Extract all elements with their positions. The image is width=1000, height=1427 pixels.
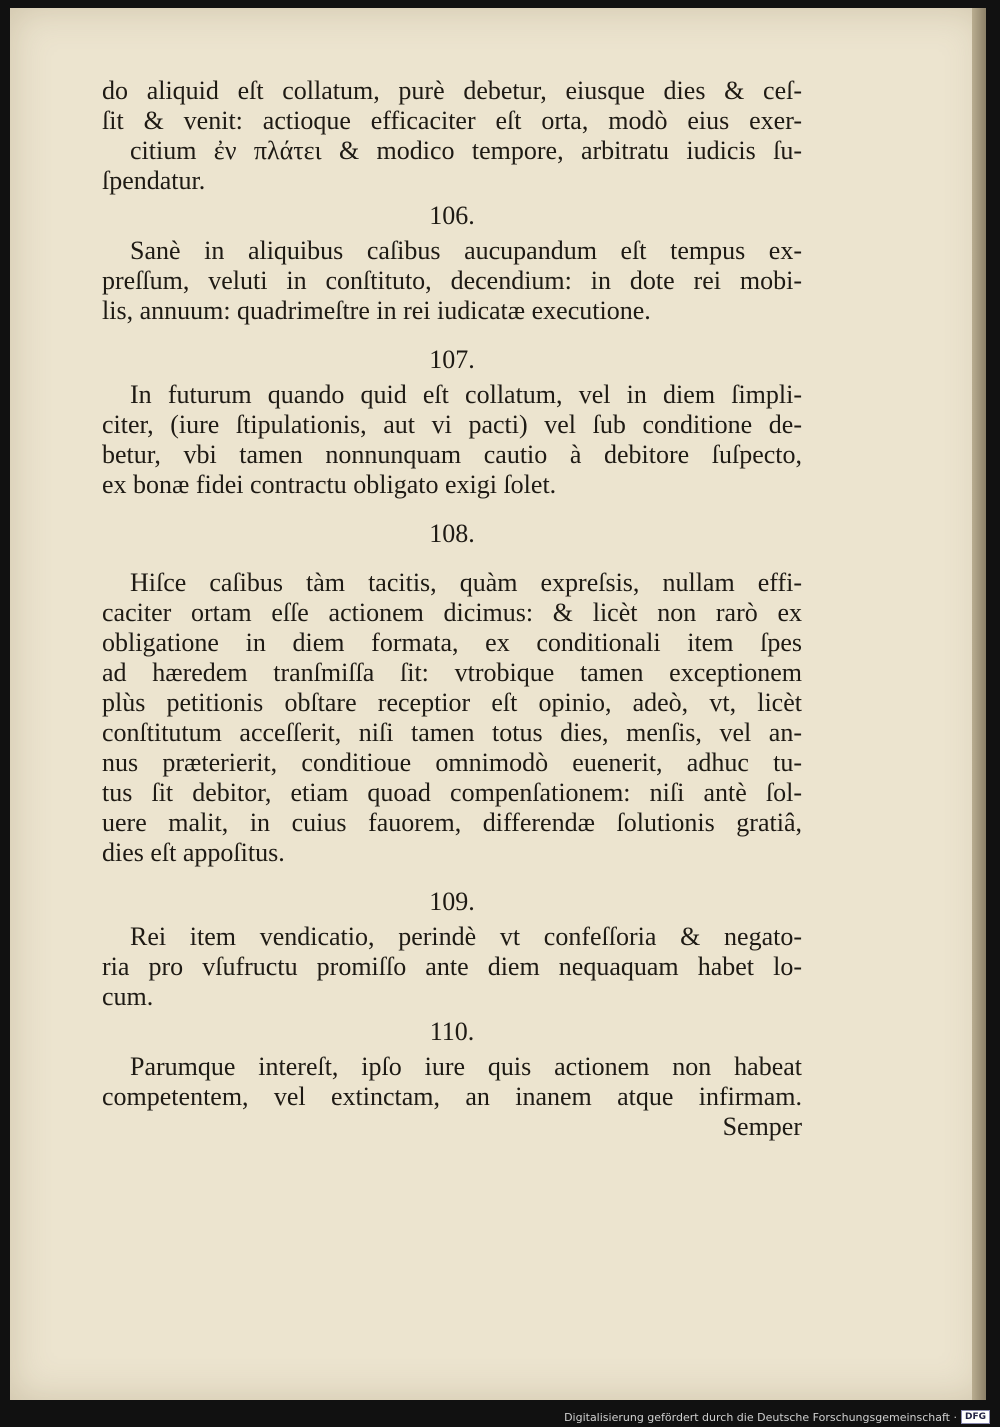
text-line: Parumque intereſt, ipſo iure quis actionem non habeat <box>130 1052 802 1081</box>
page-text <box>102 76 802 1142</box>
text-line: betur, vbi tamen nonnunquam cautio à debitore ſuſpecto, <box>102 440 802 469</box>
book-page <box>10 8 986 1400</box>
text-line: Hiſce caſibus tàm tacitis, quàm expreſsis, nullam effi- <box>130 568 802 597</box>
section-number: 110. <box>429 1017 475 1046</box>
text-line: Rei item vendicatio, perindè vt confeſſoria & negato- <box>130 922 802 951</box>
text-line: caciter ortam eſſe actionem dicimus: & licèt non rarò ex <box>102 598 802 627</box>
text-line: ſpendatur. <box>102 166 206 195</box>
text-line: In futurum quando quid eſt collatum, vel in diem ſimpli- <box>130 380 802 409</box>
text-line: preſſum, veluti in conſtituto, decendium: in dote rei mobi- <box>102 266 802 295</box>
text-line: ad hæredem tranſmiſſa ſit: vtrobique tamen exceptionem <box>102 658 802 687</box>
text-line: do aliquid eſt collatum, purè debetur, eiusque dies & ceſ- <box>102 76 802 105</box>
text-line: lis, annuum: quadrimeſtre in rei iudicatæ executione. <box>102 296 651 325</box>
catchword: Semper <box>722 1112 802 1141</box>
footer-text: Digitalisierung gefördert durch die Deutsche Forschungsgemeinschaft · <box>564 1410 957 1424</box>
text-line: obligatione in diem formata, ex conditionali item ſpes <box>102 628 802 657</box>
text-line: nus præterierit, conditioue omnimodò euenerit, adhuc tu- <box>102 748 802 777</box>
text-line: plùs petitionis obſtare receptior eſt opinio, adeò, vt, licèt <box>102 688 802 717</box>
section-number: 108. <box>429 519 475 548</box>
digitization-footer <box>564 1410 990 1424</box>
text-line: tus ſit debitor, etiam quoad compenſationem: niſi antè ſol- <box>102 778 802 807</box>
text-line: ria pro vſufructu promiſſo ante diem nequaquam habet lo- <box>102 952 802 981</box>
section-number: 106. <box>429 201 475 230</box>
page-edge <box>972 8 986 1400</box>
text-line: cum. <box>102 982 154 1011</box>
dfg-logo: DFG <box>961 1410 990 1424</box>
text-line: ex bonæ fidei contractu obligato exigi ſolet. <box>102 470 557 499</box>
text-line: conſtitutum acceſſerit, niſi tamen totus dies, menſis, vel an- <box>102 718 802 747</box>
text-line: citer, (iure ſtipulationis, aut vi pacti) vel ſub conditione de- <box>102 410 802 439</box>
section-number: 109. <box>429 887 475 916</box>
section-number: 107. <box>429 345 475 374</box>
text-line: uere malit, in cuius fauorem, differendæ ſolutionis gratiâ, <box>102 808 802 837</box>
text-line: Sanè in aliquibus caſibus aucupandum eſt tempus ex- <box>130 236 802 265</box>
text-line: citium ἐν πλάτει & modico tempore, arbitratu iudicis ſu- <box>130 136 802 165</box>
text-line: dies eſt appoſitus. <box>102 838 285 867</box>
text-line: competentem, vel extinctam, an inanem atque infirmam. <box>102 1082 802 1111</box>
text-line: ſit & venit: actioque efficaciter eſt orta, modò eius exer- <box>102 106 802 135</box>
